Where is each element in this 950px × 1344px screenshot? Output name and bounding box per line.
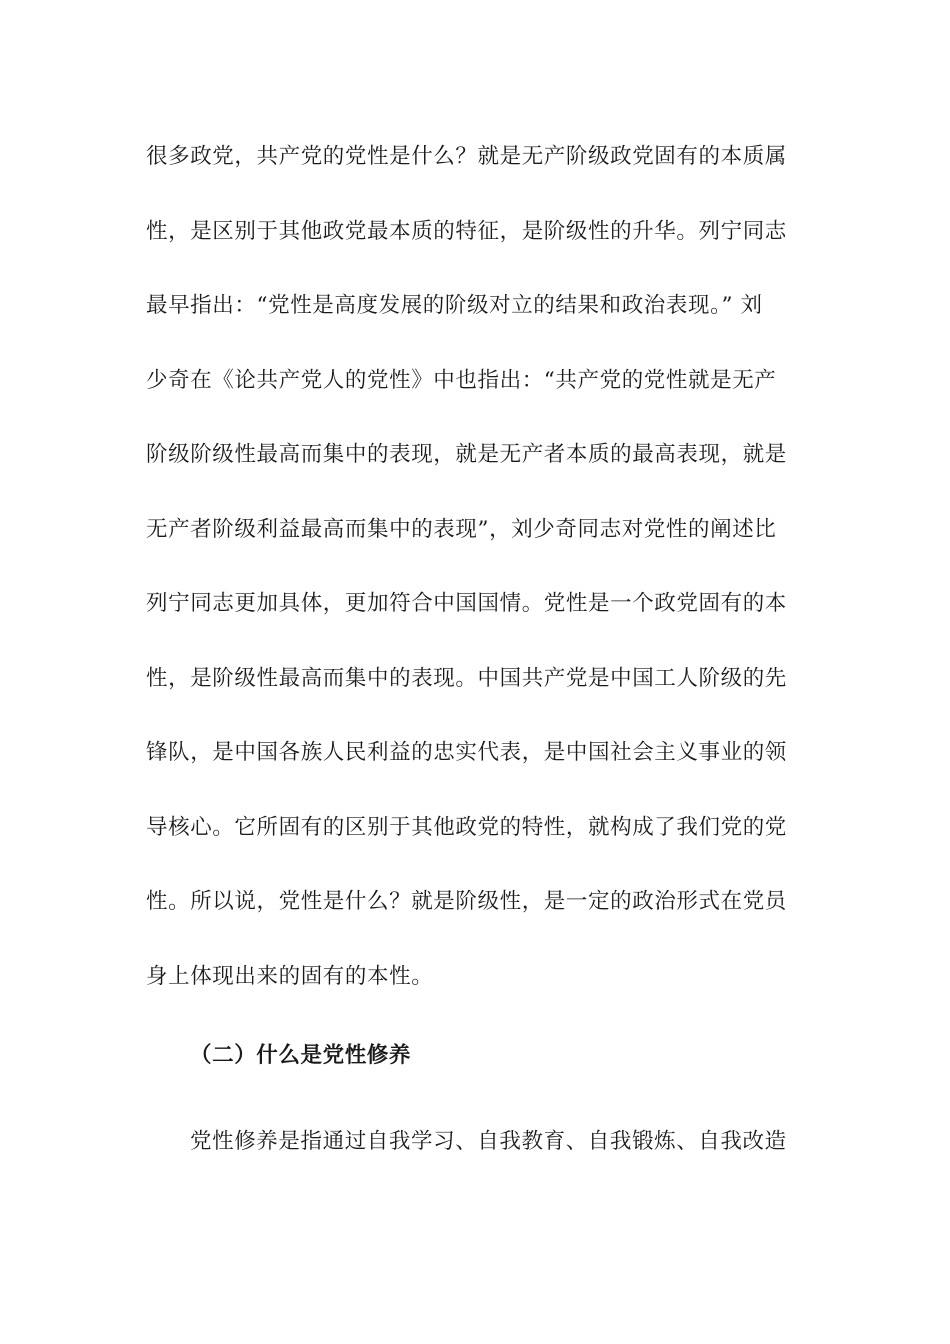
text-line: 少奇在《论共产党人的党性》中也指出：“共产党的党性就是无产 [146,367,777,393]
text-line: 性，是区别于其他政党最本质的特征，是阶级性的升华。列宁同志 [146,218,787,244]
text-line: 性。所以说，党性是什么？就是阶级性，是一定的政治形式在党员 [146,889,787,914]
text-line: 很多政党，共产党的党性是什么？就是无产阶级政党固有的本质属 [146,144,787,169]
section-heading: （二）什么是党性修养 [190,1043,412,1068]
text-line: 锋队，是中国各族人民利益的忠实代表，是中国社会主义事业的领 [146,740,787,765]
text-line: 无产者阶级利益最高而集中的表现”，刘少奇同志对党性的阐述比 [146,516,777,542]
text-line: 性，是阶级性最高而集中的表现。中国共产党是中国工人阶级的先 [146,665,787,691]
text-line: 身上体现出来的固有的本性。 [146,963,434,989]
paragraph-party-cultivation: 党性修养是指通过自我学习、自我教育、自我锻炼、自我改造 [190,1129,787,1154]
text-line: 最早指出：“党性是高度发展的阶级对立的结果和政治表现。” 刘 [146,293,763,318]
text-line: 导核心。它所固有的区别于其他政党的特性，就构成了我们党的党 [146,814,787,840]
text-line: 阶级阶级性最高而集中的表现，就是无产者本质的最高表现，就是 [146,442,787,467]
text-line: 列宁同志更加具体，更加符合中国国情。党性是一个政党固有的本 [146,591,787,616]
paragraph-what-is-party-spirit [146,130,806,1024]
